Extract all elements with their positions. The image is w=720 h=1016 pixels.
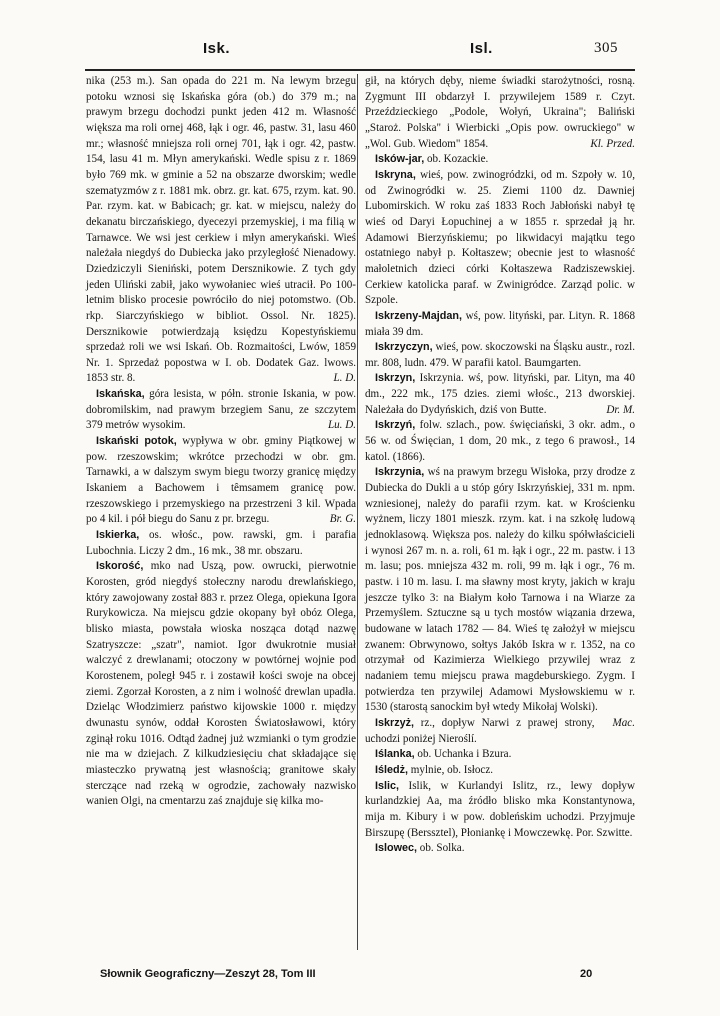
entry-text: folw. szlach., pow. święciański, 3 okr. adm., o 56 w. od Święcian, 1 dom, 20 mk., z tego 6 prawosł., 14 katol. (1866).	[365, 419, 635, 463]
entry	[365, 716, 635, 747]
entry-headword: Iskierka,	[96, 529, 140, 542]
entry	[365, 309, 635, 340]
entry-text: ob. Uchanka i Bzura.	[414, 748, 512, 761]
entry	[365, 841, 635, 857]
column-divider	[357, 74, 358, 950]
entry	[86, 434, 356, 528]
entry	[86, 74, 356, 387]
entry-text: wś na prawym brzegu Wisłoka, przy drodze z Dubiecka do Dukli a u stóp góry Iskrzyńskiej, 331 m. npm. wzniesionej, należy do parafii rzym. kat. w Krościenku wyżnem, liczy 1801 mieszk. rzym. kat. i na szkołę ludową jednoklasową. Większa pos. należy do kilku spółwłaścicieli i wynosi 267 m. n. a. roli, 61 m. łąk i ogr., 22 m. pastw. i 13 m. lasu; pos. mniejsza 432 m. roli, 99 m. łąk i ogr., 76 m. pastw. i 10 m. lasu. I. ma sławny most kryty, jakich w kraju jeszcze tylko 3: na Białym koło Tarnowa i na Wiarze za Przemyślem. Sztuczne są u tych mostów wiązania drzewa, budowane w latach 1782 — 84. Wieś tę założył w miejscu zwanem: Obrwynowo, sołtys Jakób Iskra w r. 1352, na co otrzymał od Kazimierza Wielkiego przywilej wraz z nadaniem temu miejscu prawa magdeburskiego. Zygm. I potwierdza ten przywilej Adamowi Mysłowskiemu w r. 1530 (starostą sanockim był wtedy Mikołaj Wolski).	[365, 466, 635, 714]
footer-signature: Słownik Geograficzny—Zeszyt 28, Tom III	[100, 968, 316, 980]
entry	[365, 763, 635, 779]
entry	[86, 559, 356, 810]
entry	[365, 168, 635, 309]
entry	[365, 340, 635, 371]
header-rule	[85, 69, 635, 71]
entry-headword: Iśledż,	[375, 763, 409, 776]
entry-headword: Iskrzyń,	[375, 419, 416, 432]
entry	[365, 747, 635, 763]
entry-text: Islik, w Kurlandyi Islitz, rz., lewy dopływ kurlandzkiej Aa, ma źródło blisko mka Konstantynowa, mija m. Kibury i w pow. dobleńskim uchodzi. Przyjmuje Birszupę (Berssztel), Płoniankę i Mowczewkę. Por. Szwitte.	[365, 779, 635, 839]
entry-headword: Iskrzyczyn,	[375, 341, 433, 354]
entry	[365, 779, 635, 842]
entry-text: wieś, pow. skoczowski na Śląsku austr., rozl. mr. 808, ludn. 479. W parafii katol. Baumgarten.	[365, 341, 635, 369]
page-number: 305	[594, 40, 618, 56]
entry-text: rz., dopływ Narwi z prawej strony, uchodzi poniżej Nieroślí.	[365, 716, 595, 745]
entry-headword: Isków-jar,	[375, 153, 425, 166]
entry-text: mko nad Uszą, pow. owrucki, pierwotnie Korosten, gród niegdyś stołeczny narodu drewlańskiego, który zawojowany został 883 r. przez Olega, opiekuna Igora Rurykowicza. Na miejscu gdzie okopany był obóz Olega, blisko miasta, powstała wioska nosząca dotąd nazwę Szatryszcze: „szatr", namiot. Igor dwukrotnie musiał walczyć z drewlanami; otoczony w powtórnej wojnie pod Korostenem, poległ 945 r. i zostawił kości swoje na obcej ziemi. Zgorzał Korosten, a z nim i wolność drewlan upadła. Dzieląc Włodzimierz państwo kijowskie 1000 r. między dwunastu synów, oddał Korosten Światosławowi, który zginął roku 1016. Odtąd żadnej już wzmianki o tym grodzie nie ma w dziejach. Z kilkudziesięciu chat składające się miasteczko prywatną jest własnością; granitowe skały sterczące nad rzeką w ogrodzie, zachowały nazwisko wanien Olgi, na cmentarzu zaś znajduje się kilka mo-	[86, 560, 356, 808]
entry-headword: Iskrzyż,	[375, 716, 415, 729]
running-head-left: Isk.	[203, 40, 231, 57]
right-column	[365, 74, 635, 857]
running-head-center: Isl.	[470, 40, 493, 57]
entry	[365, 152, 635, 168]
entry-text: wypływa w obr. gminy Piątkowej w pow. rzeszowskim; wkrótce przechodzi w obr. gm. Tarnawki, a w dalszym swym biegu tworzy granicę między Iskaniem a Bachowem i têmsamem granicę pow. rzeszowskiego i przemyskiego na przestrzeni 3 kil. Wpada po 4 kil. i pół biegu do Sanu z pr. brzegu.	[86, 435, 356, 526]
entry-text: ob. Kozackie.	[424, 153, 489, 166]
entry-headword: Islowec,	[375, 842, 418, 855]
entry-text: góra lesista, w półn. stronie Iskania, w pow. dobromilskim, nad prawym brzegiem Sanu, ze szczytem 379 metrów wysokim.	[86, 388, 356, 432]
entry-text: ob. Solka.	[417, 842, 465, 855]
entry-author-signature: Mac.	[612, 716, 635, 729]
entry-headword: Iskańska,	[96, 388, 145, 401]
entry-text: Iskrzynia. wś, pow. lityński, par. Lityn, ma 40 dm., 222 mk., 175 dzies. ziemi włośc., 213 dworskiej. Należała do Dydyńskich, dziś von Butte.	[365, 372, 635, 416]
entry-author-signature: Dr. M.	[606, 403, 635, 416]
entry-author-signature: Br. G.	[329, 513, 356, 526]
entry-text: wieś, pow. zwinogródzki, od m. Szpoły w. 10, od Zwinogródki w. 25. Ziemi 1100 dz. Dawniej Lubomirskich. W roku zaś 1833 Roch Jabłoński nabył tę wieś od Daryi Łopuchinej a w 1855 r. sprzedał ją hr. Adamowi Bierzyńskiemu; po likwidacyi majątku tego ostatniego nabył p. Kołtaszew; obecnie jest to własność małoletnich dzieci córki Kołtaszewa Radziszewskiej. Cerkiew katolicka paraf. w Zwinigródce. Zarząd polic. w Szpole.	[365, 168, 635, 307]
entry-text: wś, pow. lityński, par. Lityn. R. 1868 miała 39 dm.	[365, 309, 635, 338]
footer-sheet-number: 20	[580, 968, 593, 980]
entry	[365, 371, 635, 418]
entry-headword: Iślanka,	[375, 748, 415, 761]
entry	[86, 528, 356, 559]
entry-author-signature: L. D.	[333, 372, 356, 385]
entry-text: mylnie, ob. Isłocz.	[408, 763, 494, 776]
entry	[365, 74, 635, 152]
entry-author-signature: Lu. D.	[327, 419, 356, 432]
entry-headword: Iskrzeny-Majdan,	[375, 309, 463, 322]
entry-author-signature: Kl. Przed.	[590, 137, 635, 150]
entry-text: os. włośc., pow. rawski, gm. i parafia Lubochnia. Liczy 2 dm., 16 mk., 38 mr. obszaru.	[86, 529, 356, 557]
entry-headword: Iskryna,	[375, 168, 416, 181]
entry-text: nika (253 m.). San opada do 221 m. Na lewym brzegu potoku wznosi się Iskańska góra (ob.) do 379 m.; na prawym brzegu dochodzi punkt jeden 412 m. Własność większa ma roli ornej 468, łąk i ogr. 46, pastw. 31, lasu 460 mr.; własność mniejsza roli ornej 701, łąk i ogr. 42, pastw. 154, lasu 41 m. Młyn amerykański. Wedle spisu z r. 1869 było 769 mk. w gminie a 52 na obszarze dworskim; wedle szematyzmów z r. 1881 mk. obrz. gr. kat. 675, rzym. kat. 90. Par. rzym. kat. w Babicach; gr. kat. w miejscu, należy do dekanatu birczańskiego, dyecezyi przemyskiej, i ma filią w Tarnawce. We wsi jest cerkiew i młyn amerykański. Wieś należała niegdyś do Dubiecka jako przyległość Nienadowy. Dziedziczyli Sieniński, potem Dersznikowie. Z tych gdy jeden Uliński zabił, jako wywołaniec wieś utracił. Po 100-letnim blisko procesie powróciło do niej potomstwo. (Ob. rkp. Siarczyńskiego w bibliot. Ossol. Nr. 1825). Dersznikowie potwierdzają księdzu Kopestyńskiemu sprzedaż roli we wsi Iskań. Ob. Rozmaitości, Lwów, 1859 Nr. 1. Sprzedaż popostwa w I. ob. Dodatek Gaz. lwows. 1853 str. 8.	[86, 75, 356, 385]
left-column	[86, 74, 356, 810]
entry-headword: Iskorość,	[96, 560, 144, 573]
entry	[365, 418, 635, 465]
entry-headword: Iskrzyn,	[375, 372, 416, 385]
entry	[86, 387, 356, 434]
entry-headword: Iskański potok,	[96, 435, 177, 448]
entry-headword: Iskrzynia,	[375, 466, 425, 479]
entry-text: gił, na których dęby, nieme świadki starożytności, rosną. Zygmunt III obdarzył I. przywilejem 1589 r. Czyt. Przeździeckiego „Podole, Wołyń, Ukraina"; Baliński „Staroż. Polska" i Wierbicki „Opis pow. owruckiego" w „Wol. Gub. Wiedom" 1854.	[365, 75, 635, 150]
entry-headword: Islic,	[375, 779, 400, 792]
